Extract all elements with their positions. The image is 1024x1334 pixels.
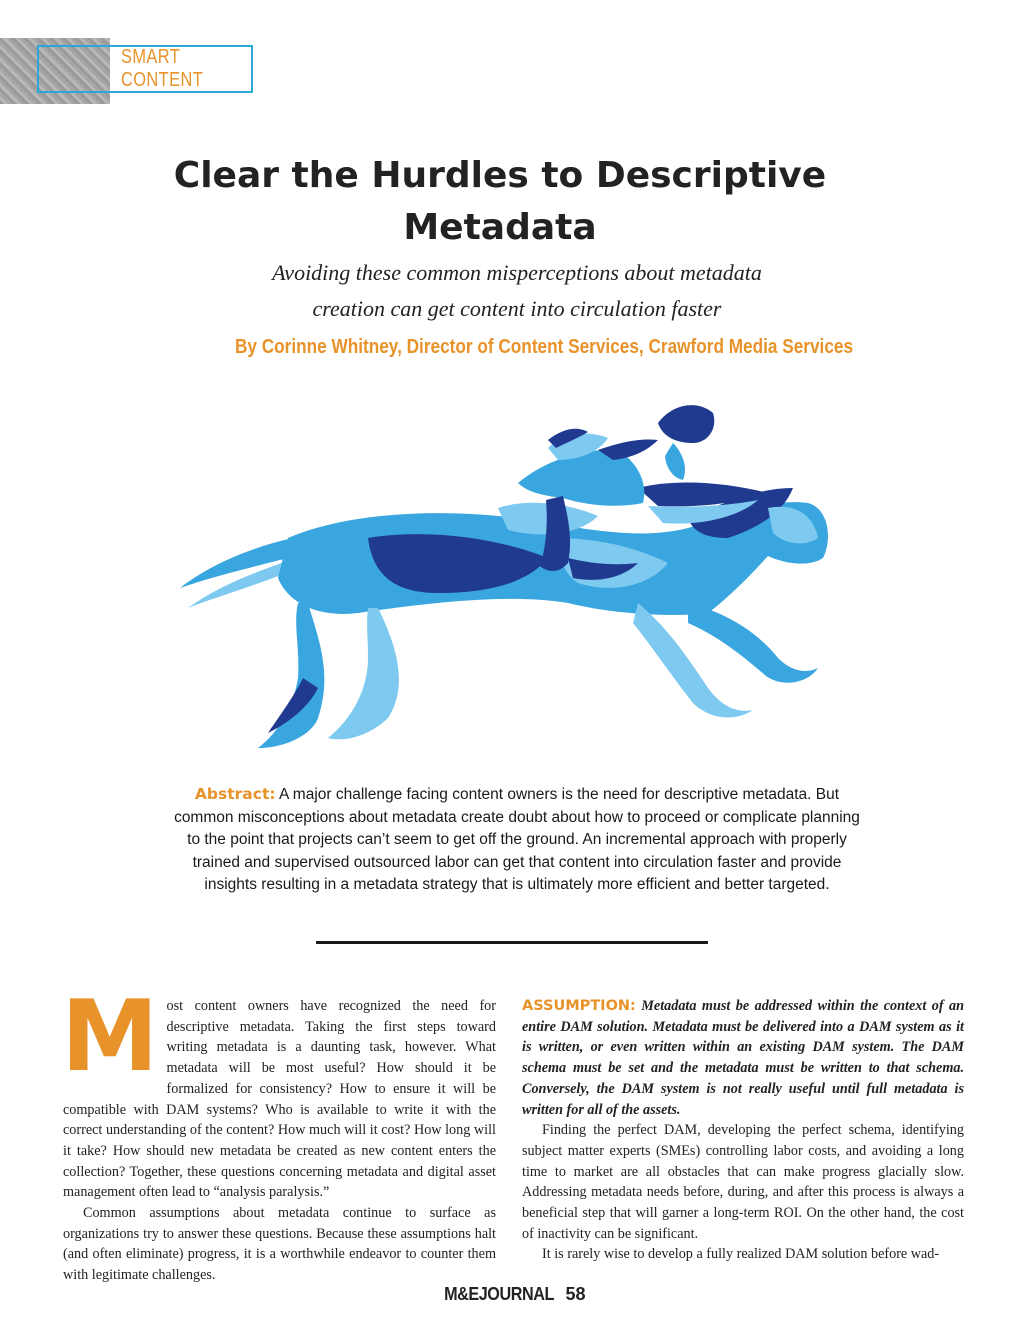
subtitle-line-1: Avoiding these common misperceptions about metadata — [272, 260, 762, 285]
title-line-2: Metadata — [403, 207, 597, 248]
page-footer — [0, 1284, 1024, 1305]
abstract — [170, 783, 864, 897]
body-paragraph-1: ost content owners have recognized the need for descriptive metadata. Taking the first steps toward writing metadata is a daunting task, however. What metadata will be most useful? How should it be formalized for consistency? How to ensure it will be compatible with DAM systems? Who is available to write it with the correct understanding of the content? How much will it cost? How long will it take? How should new metadata be created as new content enters the collection? Together, these questions concerning metadata and digital asset management often lead to “analysis paralysis.” — [63, 998, 496, 1201]
abstract-text: A major challenge facing content owners is the need for descriptive metadata. But common misconceptions about metadata create doubt about how to proceed or complicate planning to the point that projects can’t seem to get off the ground. An incremental approach with properly trained and supervised outsourced labor can get that content into circulation faster and provide insights resulting in a metadata strategy that is ultimately more efficient and better targeted. — [174, 786, 860, 893]
assumption-text: Metadata must be addressed within the context of an entire DAM solution. Metadata must be delivered into a DAM system as it is written, or even written within an existing DAM system. The DAM schema must be set and the metadata must be written to that schema. Conversely, the DAM system is not really useful until full metadata is written for all of the assets. — [522, 998, 964, 1118]
body-paragraph-4: It is rarely wise to develop a fully realized DAM solution before wad- — [542, 1246, 940, 1263]
page-number: 58 — [565, 1284, 586, 1304]
title-line-1: Clear the Hurdles to Descriptive — [173, 155, 827, 196]
journal-brand: M&EJOURNAL — [444, 1284, 555, 1304]
body-column-left — [61, 980, 496, 1286]
drop-cap: M — [61, 980, 159, 1094]
section-label-box — [37, 45, 253, 93]
article-subtitle — [0, 255, 1024, 327]
assumption-label: ASSUMPTION: — [522, 998, 636, 1014]
article-title — [0, 150, 1000, 254]
body-paragraph-3: Finding the perfect DAM, developing the perfect schema, identifying subject matter experts (SMEs) controlling labor costs, and avoiding a long time to market are all obstacles that can make progress glacially slow. Addressing metadata needs before, during, and after this process is always a beneficial step that will garner a long-term ROI. On the other hand, the cost of inactivity can be significant. — [522, 1122, 964, 1242]
section-label: SMART CONTENT — [121, 46, 204, 91]
assumption-paragraph — [522, 996, 964, 1120]
body-column-right — [522, 996, 964, 1265]
divider-rule — [316, 941, 708, 944]
horse-and-jockey-icon — [168, 388, 848, 768]
abstract-label: Abstract: — [194, 785, 276, 803]
subtitle-line-2: creation can get content into circulation faster — [312, 296, 722, 321]
byline: By Corinne Whitney, Director of Content Services, Crawford Media Services — [234, 336, 854, 358]
body-paragraph-2: Common assumptions about metadata continue to surface as organizations try to answer these questions. Because these assumptions halt (and often eliminate) progress, it is a worthwhile endeavor to counter them with legitimate challenges. — [63, 1205, 496, 1284]
